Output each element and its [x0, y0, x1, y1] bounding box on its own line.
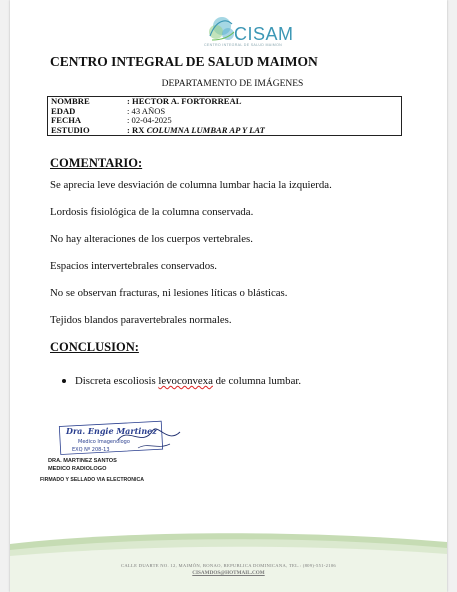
comment-line: Espacios intervertebrales conservados. [50, 260, 217, 272]
field-label: FECHA [51, 115, 82, 125]
comment-line: Se aprecia leve desviación de columna lumbar hacia la izquierda. [50, 179, 332, 191]
doctor-stamp-icon [58, 418, 188, 458]
patient-row-study [51, 126, 401, 136]
footer-email-link[interactable]: CISAMDOS@HOTMAIL.COM [192, 570, 265, 576]
document-title: CENTRO INTEGRAL DE SALUD MAIMON [50, 54, 318, 69]
study-name: COLUMNA LUMBAR AP Y LAT [146, 124, 265, 135]
field-value: : 02-04-2025 [127, 115, 172, 125]
stamp-name: Dra. Engie Martinez [66, 426, 157, 436]
doctor-name: DRA. MARTINEZ SANTOS [48, 458, 117, 464]
bullet-text-start: Discreta escoliosis [75, 375, 159, 387]
department-heading: DEPARTAMENTO DE IMÁGENES [161, 79, 304, 89]
spellcheck-flagged-word[interactable]: levoconvexa [158, 375, 213, 387]
signed-note: FIRMADO Y SELLADO VIA ELECTRONICA [40, 477, 144, 483]
field-value: : HECTOR A. FORTORREAL [127, 96, 242, 106]
comentario-heading: COMENTARIO: [50, 156, 143, 170]
field-label: NOMBRE [51, 96, 90, 106]
doctor-role: MEDICO RADIOLOGO [48, 466, 107, 472]
field-value: : 43 AÑOS [127, 105, 166, 116]
conclusion-heading: CONCLUSION: [50, 340, 139, 354]
patient-row-name [51, 97, 401, 107]
field-value [127, 126, 401, 136]
comment-line: Tejidos blandos paravertebrales normales. [50, 314, 232, 326]
bullet-dot-icon [62, 379, 66, 383]
comment-line: No se observan fracturas, ni lesiones líticas o blásticas. [50, 287, 288, 299]
field-label: ESTUDIO [51, 124, 90, 135]
footer-address: CALLE DUARTE NO. 12, MAIMÓN, BONAO, REPUBLICA DOMINICANA, TEL.: (809)-551-2106 [120, 563, 337, 568]
study-prefix: : RX [127, 124, 147, 135]
patient-info-box [47, 96, 402, 136]
comment-line: No hay alteraciones de los cuerpos vertebrales. [50, 233, 253, 245]
stamp-role: Medico Imagenólogo [78, 439, 130, 445]
bullet-text-end: de columna lumbar. [212, 375, 302, 387]
patient-row-age [51, 107, 401, 117]
logo-text: CISAM [234, 24, 294, 44]
field-label: EDAD [51, 105, 76, 116]
logo-subtitle: CENTRO INTEGRAL DE SALUD MAIMON [204, 43, 283, 47]
stamp-exequatur: EXQ Nº 208-13 [72, 447, 110, 453]
conclusion-bullet [62, 375, 301, 387]
footer-wave-decoration [10, 522, 447, 592]
comment-line: Lordosis fisiológica de la columna conservada. [50, 206, 254, 218]
document-page [10, 0, 447, 592]
